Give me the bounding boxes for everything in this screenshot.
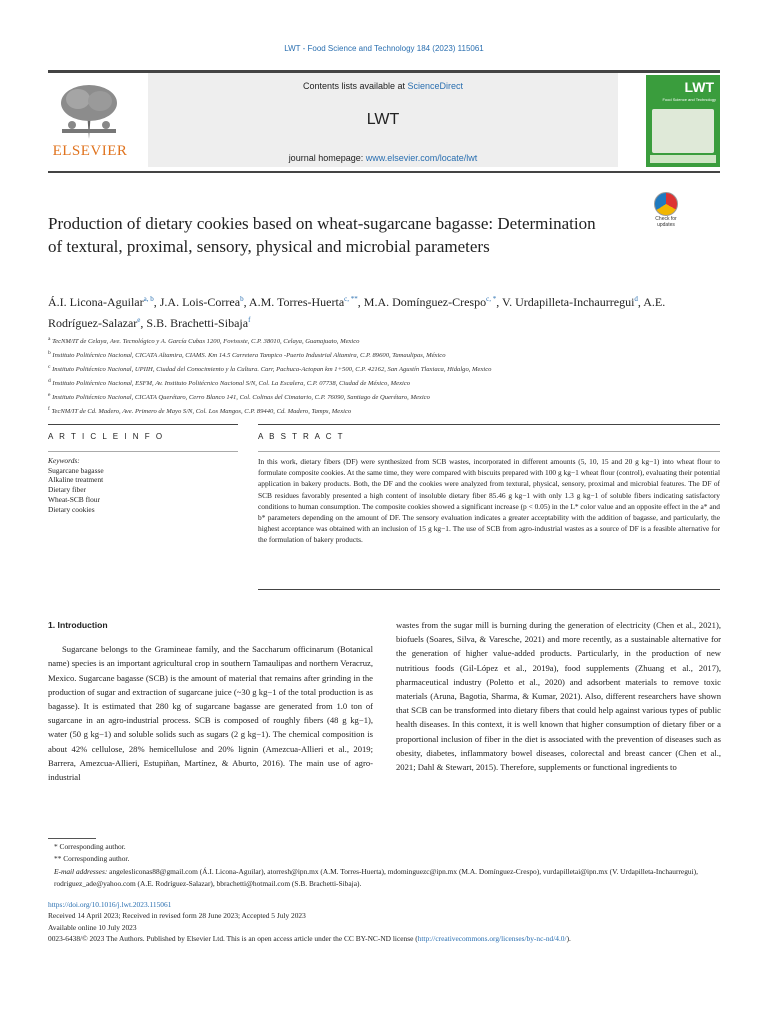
affiliation-marker: f <box>48 405 50 412</box>
check-for-updates-badge[interactable] <box>646 192 686 232</box>
journal-citation[interactable]: LWT - Food Science and Technology 184 (2023) 115061 <box>284 44 484 53</box>
publisher-name: ELSEVIER <box>52 143 128 159</box>
affiliation-text: TecNM/IT de Celaya, Ave. Tecnológico y A. García Cubas 1200, Fovissste, C.P. 38010, Celaya, Guanajuato, Mexico <box>50 338 360 346</box>
corresponding-author-2: ** Corresponding author. <box>54 854 130 864</box>
affiliation-marker: a <box>48 336 51 342</box>
cover-image <box>652 109 714 153</box>
affiliation-item <box>48 362 720 376</box>
author-affiliation-marker[interactable]: c, ** <box>344 295 358 303</box>
author-affiliation-marker[interactable]: b <box>240 295 244 303</box>
keywords-label: Keywords: <box>48 456 80 465</box>
article-info-heading: A R T I C L E I N F O <box>48 432 165 441</box>
sciencedirect-link[interactable]: ScienceDirect <box>407 81 464 91</box>
check-updates-label-2: updates <box>657 222 675 228</box>
author-name[interactable]: A.E. Rodríguez-Salazar <box>48 295 666 330</box>
affiliation-item <box>48 390 720 404</box>
email-addresses <box>48 866 720 891</box>
keyword-item: Sugarcane bagasse <box>48 465 104 475</box>
affiliation-item <box>48 404 720 418</box>
author-name[interactable]: Á.I. Licona-Aguilar <box>48 295 144 309</box>
doi-link[interactable]: https://doi.org/10.1016/j.lwt.2023.115061 <box>48 900 172 909</box>
author-name[interactable]: A.M. Torres-Huerta <box>248 295 345 309</box>
affiliation-text: Instituto Politécnico Nacional, CICATA Altamira, CIAMS. Km 14.5 Carretera Tampico -Puerto Industrial Altamira, C.P. 89600, Tamaulipas, México <box>50 352 446 360</box>
available-online: Available online 10 July 2023 <box>48 922 137 932</box>
affiliations <box>48 334 720 418</box>
footnote-rule <box>48 838 96 839</box>
contents-prefix: Contents lists available at <box>302 81 408 91</box>
license-prefix: 0023-6438/© 2023 The Authors. Published by Elsevier Ltd. This is an open access article under the CC BY-NC-ND license ( <box>48 934 418 944</box>
body-column-right <box>396 618 721 774</box>
masthead-center <box>148 73 618 167</box>
cover-title: LWT <box>684 79 714 95</box>
abstract-text: In this work, dietary fibers (DF) were synthesized from SCB wastes, incorporated in different amounts (5, 10, 15 and 20 g kg−1) into wheat flour to formulate composite cookies. At the same time, they were compared with biscuits prepared with 100 g kg−1 wheat flour (control), evaluating their potential application in bakery products. Both, the DF and the cookies were analyzed from textural, physical, sensory, proximal and microbial features. The DF of SCB residues favorably presented a high content of insoluble dietary fiber 85.46 g kg−1 with only 1.3 g kg−1 of soluble fibers indicating satisfactory conditions to human consumption. The composite cookies showed a significant increase (p < 0.05) in the L* color value and an opposite effect in the a* and b* parameters depending on the amount of DF. The sensory evaluation indicates a greater acceptability with the addition of bagasse, and particularly, the highest acceptance was obtained with an inclusion of 15 g kg−1. The use of SCB from agro-industrial wastes as a source of DF is a feasible alternative for the formulation of bakery products. <box>258 457 720 545</box>
license-link[interactable]: http://creativecommons.org/licenses/by-nc-nd/4.0/ <box>417 934 567 944</box>
article-title: Production of dietary cookies based on wheat-sugarcane bagasse: Determination of textural, proximal, sensory, physical and microbial parameters <box>48 214 596 256</box>
cover-subtitle: Food Science and Technology <box>662 97 716 102</box>
affiliation-text: Instituto Politécnico Nacional, UPIIH, Ciudad del Conocimiento y la Cultura. Carr, Pachuca-Actopan km 1+500, C.P. 42162, San Agustín Tlaxiaca, Hidalgo, Mexico <box>50 366 492 374</box>
author-affiliation-marker[interactable]: a, b <box>143 295 154 303</box>
affiliation-text: Instituto Politécnico Nacional, ESFM, Av. Instituto Politécnico Nacional S/N, Col. La Escalera, C.P. 07738, Ciudad de México, Mexico <box>50 380 411 388</box>
journal-cover-thumbnail[interactable] <box>646 75 720 167</box>
homepage-prefix: journal homepage: <box>288 153 366 163</box>
author-name[interactable]: M.A. Domínguez-Crespo <box>363 295 487 309</box>
license-statement <box>48 933 720 944</box>
affiliation-marker: e <box>48 391 51 398</box>
check-updates-label-1: Check for <box>655 216 677 222</box>
abstract-rule <box>258 424 720 425</box>
author-affiliation-marker[interactable]: c, * <box>486 295 497 303</box>
footnotes <box>48 841 720 891</box>
author-name[interactable]: S.B. Brachetti-Sibaja <box>146 316 249 330</box>
affiliation-marker: c <box>48 363 51 370</box>
keyword-item: Dietary cookies <box>48 504 95 514</box>
keyword-item: Dietary fiber <box>48 485 86 495</box>
email-list[interactable]: angelesliconas88@gmail.com (Á.I. Licona-Aguilar), atorresh@ipn.mx (A.M. Torres-Huerta), mdominguezc@ipn.mx (M.A. Domínguez-Crespo), vurdapilletai@ipn.mx (V. Urdapilleta-Inchaurregui), rodriguez_ade@yahoo.com (A.E. Rodríguez-Salazar), bbrachetti@hotmail.com (S.B. Brachetti-Sibaja). <box>54 866 698 889</box>
license-suffix: ). <box>566 934 571 944</box>
author-affiliation-marker[interactable]: f <box>248 316 251 324</box>
author-name[interactable]: V. Urdapilleta-Inchaurregui <box>502 295 635 309</box>
elsevier-logo[interactable] <box>48 79 132 167</box>
check-updates-icon <box>654 192 678 216</box>
author-separator: , <box>153 295 160 309</box>
corresponding-author-1: * Corresponding author. <box>54 842 126 851</box>
email-label: E-mail addresses: <box>54 866 108 876</box>
abstract-heading: A B S T R A C T <box>258 432 345 441</box>
author-separator: , <box>140 316 147 330</box>
keyword-item: Alkaline treatment <box>48 475 104 485</box>
received-dates: Received 14 April 2023; Received in revised form 28 June 2023; Accepted 5 July 2023 <box>48 911 306 921</box>
journal-homepage <box>148 153 618 163</box>
masthead <box>48 70 720 173</box>
intro-paragraph: Sugarcane belongs to the Gramineae family, and the Saccharum officinarum (Botanical name) species is an important agricultural crop in southern Tamaulipas and northern Veracruz, Mexico. Sugarcane bagasse (SCB) is the amount of material that remains after grinding in the production of sugar and extraction of sugarcane juice (~30 g kg−1 of the total production is as bagasse). It is estimated that 280 kg of sugarcane bagasse are generated from 1.0 ton of sugarcane in an agro-industrial process. SCB is composed of roughly fibers (48 g kg−1), water (50 g kg−1) and soluble solids such as sugars (2 g kg−1). The chemical composition is about 42% cellulose, 28% hemicellulose and 20% lignin (Amezcua-Allieri et al., 2019; Barrera, Amezcua-Allieri, Estupiñan, Martínez, & Aburto, 2016). The main use of agro-industrial <box>48 644 373 783</box>
homepage-link[interactable]: www.elsevier.com/locate/lwt <box>365 153 478 163</box>
affiliation-item <box>48 348 720 362</box>
author-separator: , <box>357 295 364 309</box>
article-info-rule <box>48 424 238 425</box>
affiliation-marker: d <box>48 377 51 384</box>
affiliation-text: Instituto Politécnico Nacional, CICATA Querétaro, Cerro Blanco 141, Col. Colinas del Cimatario, C.P. 76090, Santiago de Querétaro, Mexico <box>50 394 430 402</box>
affiliation-text: TecNM/IT de Cd. Madero, Ave. Primero de Mayo S/N, Col. Los Mangos, C.P. 89440, Cd. Madero, Tamps, Mexico <box>49 408 352 416</box>
affiliation-item <box>48 376 720 390</box>
author-separator: , <box>637 295 644 309</box>
abstract-divider <box>258 451 720 452</box>
author-affiliation-marker[interactable]: e <box>137 316 141 324</box>
elsevier-tree-icon <box>54 81 124 141</box>
affiliation-item <box>48 334 720 348</box>
author-name[interactable]: J.A. Lois-Correa <box>159 295 241 309</box>
keywords-block <box>48 456 238 514</box>
abstract-bottom-rule <box>258 589 720 590</box>
author-affiliation-marker[interactable]: d <box>634 295 638 303</box>
intro-paragraph-continued: wastes from the sugar mill is burning during the generation of electricity (Chen et al., 2021), biofuels (Soares, Silva, & Varesche, 2021) and more recently, as a sustainable alternative for the generation of higher value-added products. Particularly, in the production of new nutritious foods (Gil-López et al., 2019a), food supplements (Zhuang et al., 2017), pharmaceutical industry (Poletto et al., 2020) and adsorbent materials to remove toxic materials (Aruna, Bagotia, Sharma, & Kumar, 2021). Also, different researchers have shown that SCB can be transformed into dietary fibers that could help against various types of public health diseases. In this context, it is well known that higher consumption of dietary fiber or a proportional inclusion of fiber in the diet is associated with the prevention of diseases such as obesity, diabetes, inflammatory bowel diseases, colorectal and breast cancer (Chen et al., 2021; Dahl & Stewart, 2015). Therefore, supplements or functional ingredients to <box>396 620 721 773</box>
keyword-item: Wheat-SCB flour <box>48 494 100 504</box>
author-list <box>48 290 688 332</box>
keywords-divider <box>48 451 238 452</box>
author-separator: , <box>243 295 249 309</box>
journal-name: LWT <box>366 111 400 128</box>
section-heading-introduction: 1. Introduction <box>48 620 108 630</box>
contents-lists <box>148 81 618 91</box>
body-column-left <box>48 618 373 784</box>
cover-footer <box>650 155 716 163</box>
affiliation-marker: b <box>48 349 51 356</box>
article-meta <box>48 899 720 945</box>
author-separator: , <box>496 295 503 309</box>
